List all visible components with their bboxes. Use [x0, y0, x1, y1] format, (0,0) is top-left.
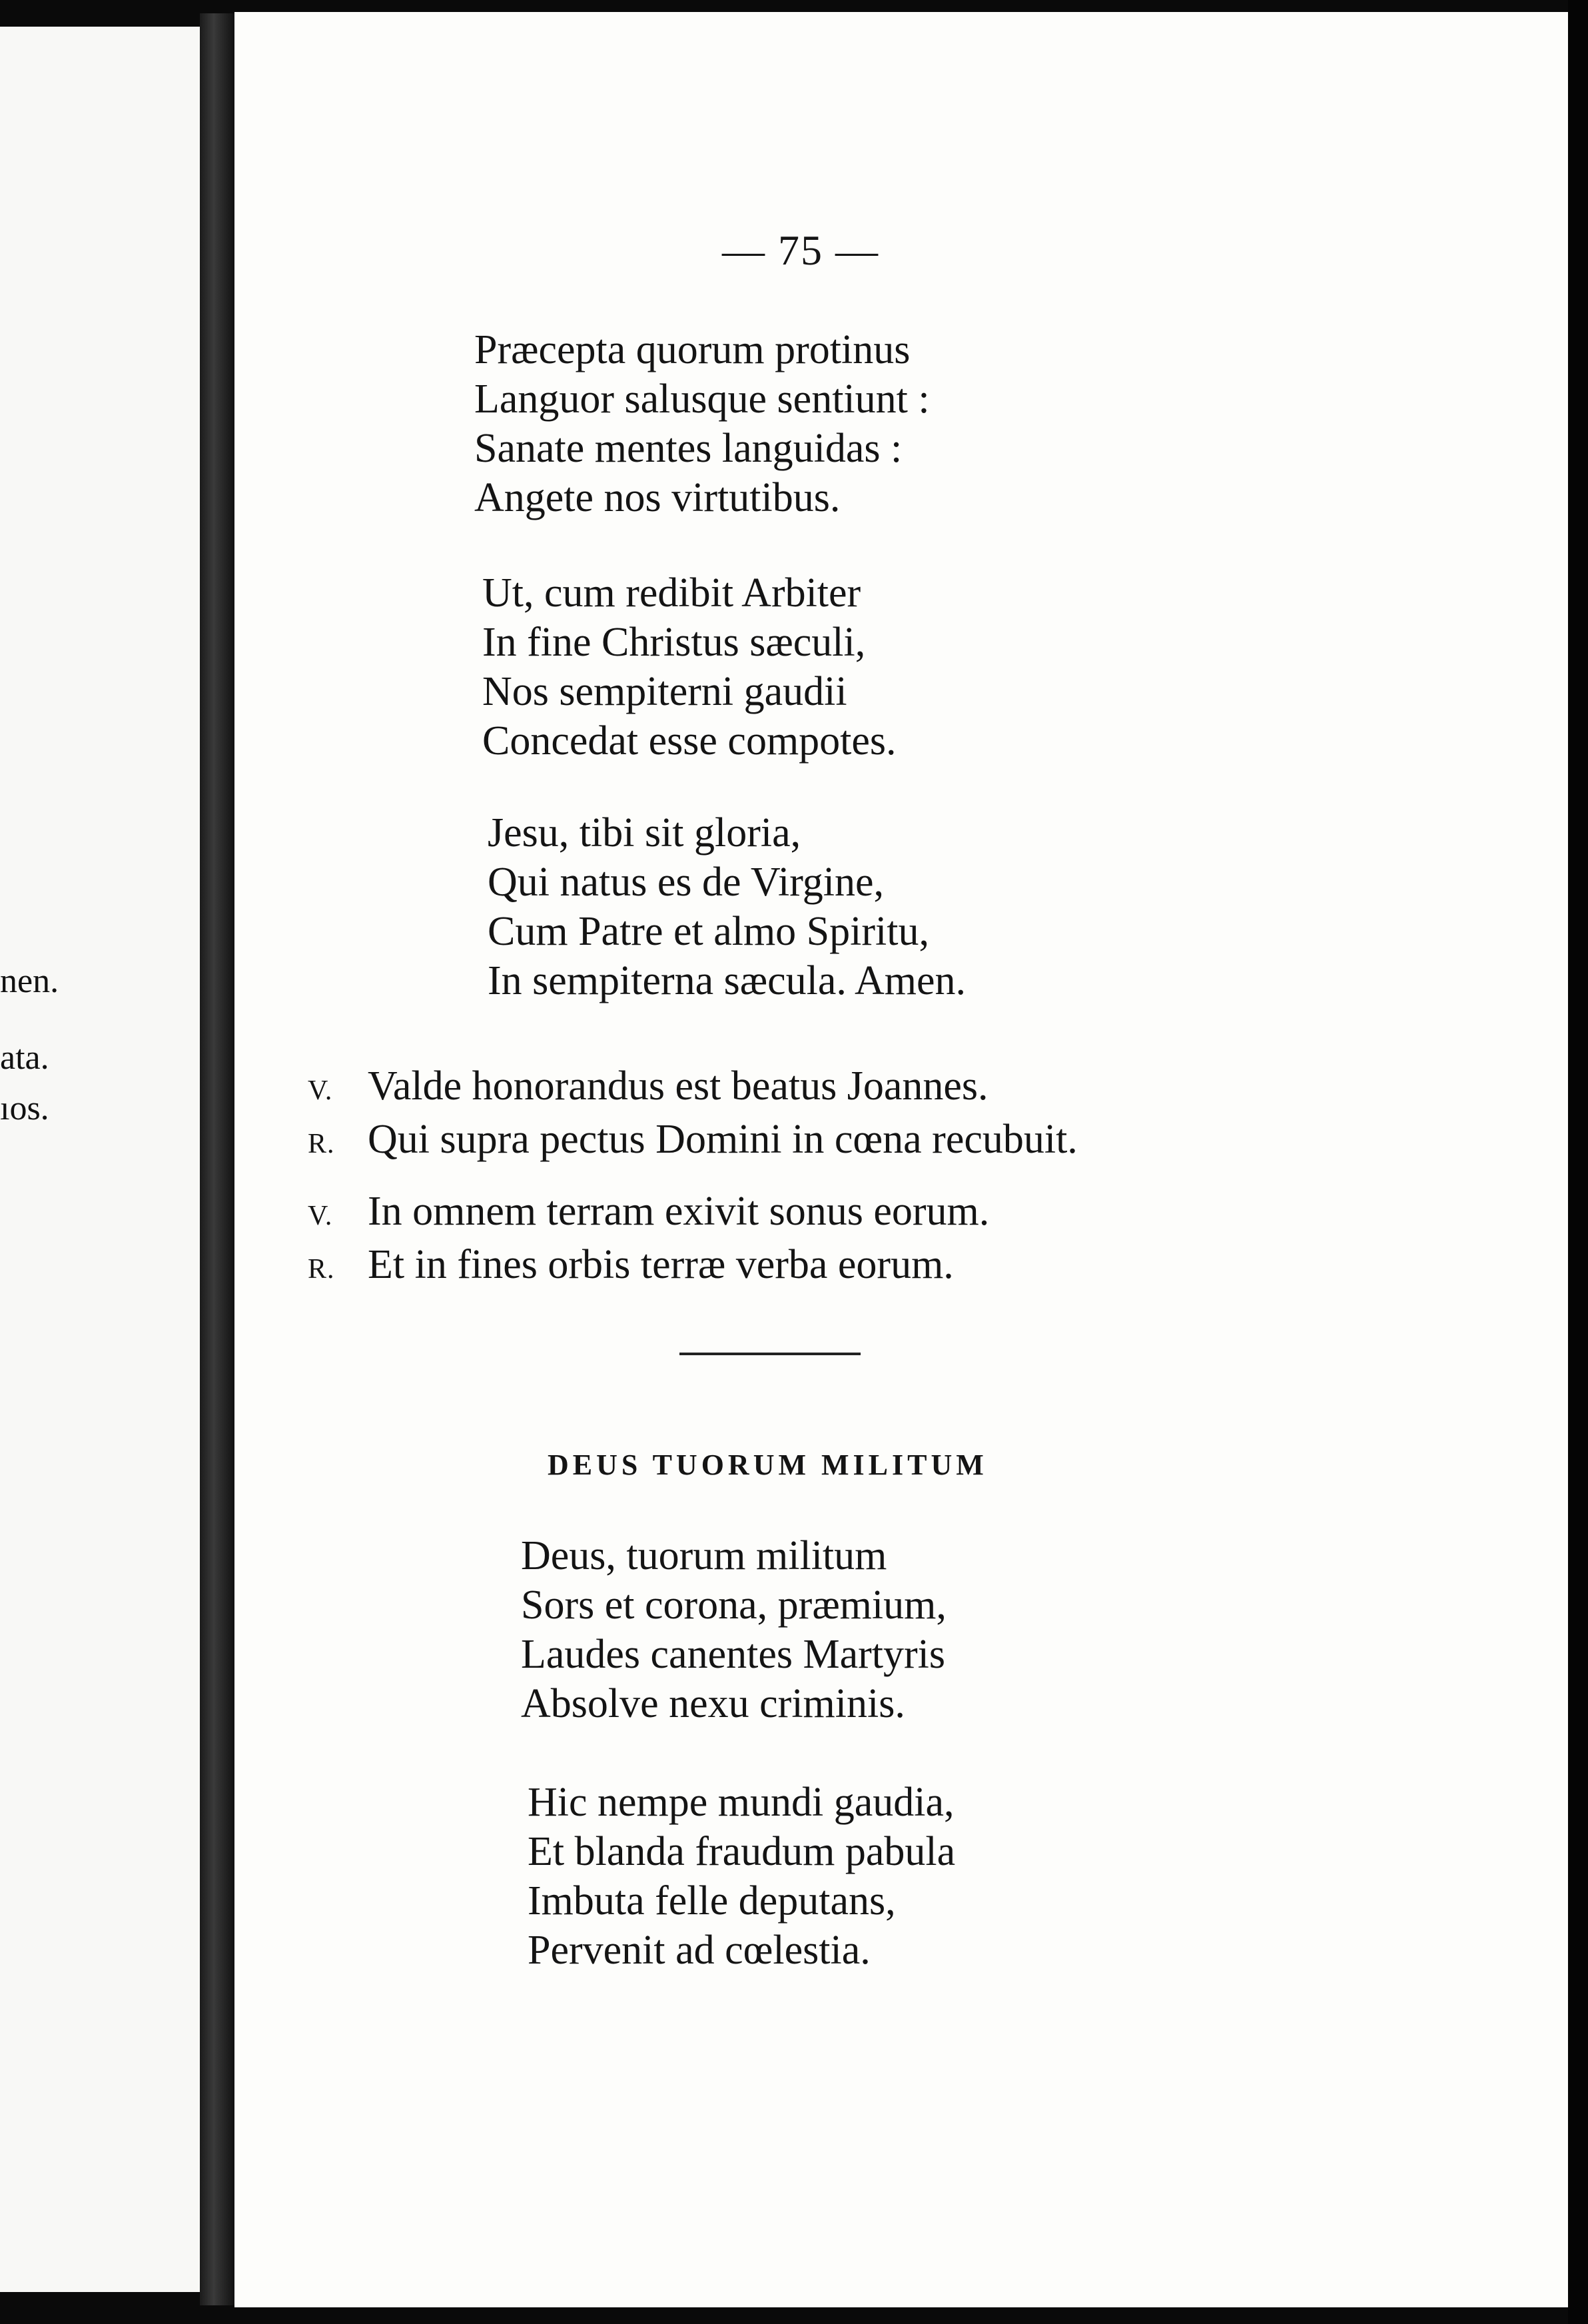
- verse-line: Sors et corona, præmium,: [521, 1582, 947, 1628]
- hymn-title: DEUS TUORUM MILITUM: [548, 1449, 988, 1481]
- versicle-mark: V.: [308, 1075, 333, 1106]
- facing-fragment: ata.: [0, 1039, 49, 1077]
- stanza-3: [488, 808, 966, 1005]
- verse-line: Absolve nexu criminis.: [521, 1681, 905, 1726]
- verse-line: In sempiterna sæcula. Amen.: [488, 958, 966, 1003]
- response-mark: R.: [308, 1254, 335, 1285]
- verse-line: Ut, cum redibit Arbiter: [482, 570, 861, 616]
- verse-line: Deus, tuorum militum: [521, 1533, 887, 1578]
- book-gutter: [200, 13, 234, 2305]
- facing-fragment: ıos.: [0, 1089, 49, 1127]
- verse-line: Pervenit ad cœlestia.: [528, 1928, 871, 1973]
- versicle-text: Valde honorandus est beatus Joannes.: [368, 1063, 989, 1109]
- versicle-mark: V.: [308, 1201, 333, 1231]
- section-divider: [679, 1353, 861, 1355]
- verse-line: Languor salusque sentiunt :: [474, 376, 930, 422]
- verse-line: Laudes canentes Martyris: [521, 1632, 945, 1677]
- facing-page: [0, 27, 200, 2292]
- page-content: [234, 12, 1568, 2307]
- verse-line: Cum Patre et almo Spiritu,: [488, 909, 929, 954]
- verse-line: Imbuta felle deputans,: [528, 1878, 896, 1924]
- response-mark: R.: [308, 1129, 335, 1159]
- verse-line: Præcepta quorum protinus: [474, 327, 911, 372]
- scan-edge: [1568, 0, 1588, 2324]
- verse-line: Nos sempiterni gaudii: [482, 669, 847, 714]
- verse-line: Qui natus es de Virgine,: [488, 860, 884, 905]
- facing-fragment: nen.: [0, 962, 59, 1000]
- versicle-text: In omnem terram exivit sonus eorum.: [368, 1189, 990, 1234]
- verse-line: Concedat esse compotes.: [482, 718, 897, 764]
- verse-line: Hic nempe mundi gaudia,: [528, 1780, 955, 1825]
- hymn-stanza-2: [528, 1778, 955, 1975]
- verse-line: In fine Christus sæculi,: [482, 620, 866, 665]
- facing-page-fragments: [0, 956, 59, 1133]
- verse-line: Sanate mentes languidas :: [474, 426, 903, 471]
- response-text: Qui supra pectus Domini in cœna recubuit.: [368, 1117, 1078, 1162]
- stanza-2: [482, 568, 897, 766]
- main-page: [234, 12, 1568, 2307]
- hymn-stanza-1: [521, 1531, 947, 1728]
- stanza-1: [474, 325, 930, 522]
- versicle-row: [308, 1061, 1078, 1115]
- page-number: — 75 —: [722, 227, 879, 274]
- response-row: [308, 1115, 1078, 1168]
- response-row: [308, 1240, 1078, 1293]
- verse-line: Et blanda fraudum pabula: [528, 1829, 956, 1874]
- response-text: Et in fines orbis terræ verba eorum.: [368, 1242, 954, 1287]
- verse-line: Angete nos virtutibus.: [474, 475, 841, 520]
- versicles-block: [308, 1061, 1078, 1293]
- versicle-row: [308, 1187, 1078, 1240]
- verse-line: Jesu, tibi sit gloria,: [488, 810, 801, 856]
